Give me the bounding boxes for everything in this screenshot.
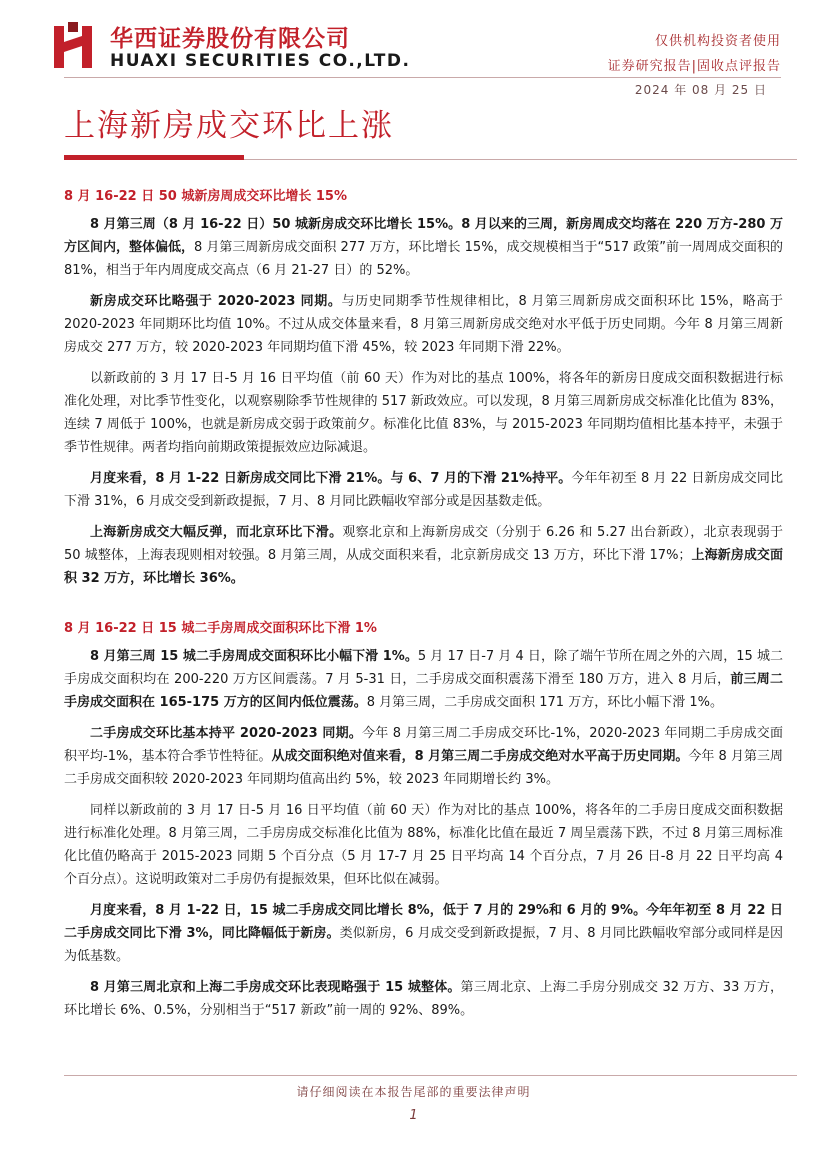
text-run: 类似新房，6 月成交受到新政提振，7 月、8 月同比跌幅收窄部分或同样是因为低基数。	[64, 926, 783, 964]
body-paragraph	[64, 521, 783, 590]
report-title: 上海新房成交环比上涨	[64, 108, 394, 144]
text-run: 同样以新政前的 3 月 17 日-5 月 16 日平均值（前 60 天）作为对比的基点 100%，将各年的二手房日度成交面积数据进行标准化处理。8 月第三周，二手房房成交标准化比值为 88%，标准化比值在最近 7 周呈震荡下跌，不过 8 月第三周标准化比值仍略高于 2015-2023 同期 5 个百分点（5 月 17-7 月 25 日平均高 14 个百分点，7 月 26 日-8 月 22 日平均高 4 个百分点）。这说明政策对二手房仍有提振效果，但环比似在减弱。	[64, 803, 783, 887]
body-paragraph	[64, 976, 783, 1022]
footer-divider	[64, 1075, 797, 1076]
title-divider	[244, 159, 797, 160]
company-name-en: HUAXI SECURITIES CO.,LTD.	[110, 51, 411, 71]
text-run: 与历史同期季节性规律相比，8 月第三周新房成交面积环比 15%，略高于 2020-2023 年同期环比均值 10%。不过从成交体量来看，8 月第三周新房成交绝对水平低于历史同期。今年 8 月第三周新房成交 277 万方，较 2020-2023 年同期均值下滑 45%，较 2023 年同期下滑 22%。	[64, 294, 784, 355]
section-gap	[64, 598, 783, 610]
body-paragraph	[64, 722, 783, 791]
text-run: 5 月 17 日-7 月 4 日，除了端午节所在周之外的六周，15 城二手房成交面积均在 200-220 万方区间震荡。7 月 5-31 日，二手房成交面积震荡下滑至 180 万方，进入 8 月后，	[64, 649, 783, 687]
bold-text-run: 二手房成交环比基本持平 2020-2023 同期。	[90, 726, 362, 741]
body-paragraph	[64, 467, 783, 513]
body-paragraph	[64, 899, 783, 968]
body-paragraph	[64, 213, 783, 282]
bold-text-run: 上海新房成交面积 32 万方，环比增长 36%。	[64, 548, 783, 586]
text-run: 今年 8 月第三周二手房成交面积较 2020-2023 年同期均值高出约 5%，较 2023 年同期增长约 3%。	[64, 749, 783, 787]
bold-text-run: 新房成交环比略强于 2020-2023 同期。	[90, 294, 342, 309]
bold-text-run: 月度来看，8 月 1-22 日新房成交同比下滑 21%。与 6、7 月的下滑 21%持平。	[90, 471, 572, 486]
huaxi-logo-icon	[52, 22, 96, 70]
bold-text-run: 上海新房成交大幅反弹，而北京环比下滑。	[90, 525, 343, 540]
bold-text-run: 月度来看，8 月 1-22 日，15 城二手房成交同比增长 8%，低于 7 月的 29%和 6 月的 9%。今年年初至 8 月 22 日二手房成交同比下滑 3%，同比降幅低于新房。	[64, 903, 783, 941]
text-run: 今年 8 月第三周二手房成交环比-1%，2020-2023 年同期二手房成交面积平均-1%，基本符合季节性特征。	[64, 726, 784, 764]
text-run: 8 月第三周新房成交面积 277 万方，环比增长 15%，成交规模相当于“517 政策”前一周周成交面积的 81%，相当于年内周度成交高点（6 月 21-27 日）的 52%。	[64, 240, 783, 278]
bold-text-run: 前三周二手房成交面积在 165-175 万方的区间内低位震荡。	[64, 672, 783, 710]
body-paragraph	[64, 290, 783, 359]
text-run: 第三周北京、上海二手房分别成交 32 万方、33 万方，环比增长 6%、0.5%，分别相当于“517 新政”前一周的 92%、89%。	[64, 980, 783, 1018]
bold-text-run: 8 月第三周北京和上海二手房成交环比表现略强于 15 城整体。	[90, 980, 461, 995]
report-body	[64, 178, 783, 1030]
text-run: 以新政前的 3 月 17 日-5 月 16 日平均值（前 60 天）作为对比的基点 100%，将各年的新房日度成交面积数据进行标准化处理，对比季节性变化，以观察剔除季节性规律的 517 新政效应。可以发现，8 月第三周新房成交标准化比值为 83%，连续 7 周低于 100%，也就是新房成交弱于政策前夕。标准化比值 83%，与 2015-2023 年同期均值相比基本持平，未强于季节性规律。两者均指向前期政策提振效应边际减退。	[64, 371, 783, 455]
text-run: 今年年初至 8 月 22 日新房成交同比下滑 31%，6 月成交受到新政提振，7 月、8 月同比跌幅收窄部分或是因基数走低。	[64, 471, 783, 509]
title-accent-bar	[64, 155, 244, 160]
page-number: 1	[409, 1108, 418, 1123]
body-paragraph	[64, 799, 783, 891]
legal-disclaimer: 请仔细阅读在本报告尾部的重要法律声明	[296, 1085, 531, 1099]
text-run: 8 月第三周，二手房成交面积 171 万方，环比小幅下滑 1%。	[366, 695, 723, 710]
audience-note: 仅供机构投资者使用	[654, 34, 781, 49]
company-name-cn: 华西证券股份有限公司	[110, 26, 350, 52]
bold-text-run: 从成交面积绝对值来看，8 月第三周二手房成交绝对水平高于历史同期。	[271, 749, 689, 764]
body-paragraph	[64, 645, 783, 714]
report-type: 证券研究报告|固收点评报告	[607, 59, 781, 74]
bold-text-run: 8 月第三周（8 月 16-22 日）50 城新房成交环比增长 15%。8 月以来的三周，新房周成交均落在 220 万方-280 万方区间内，整体偏低，	[64, 217, 783, 255]
header-divider	[64, 77, 781, 78]
report-date: 2024 年 08 月 25 日	[634, 83, 767, 97]
section-heading: 8 月 16-22 日 50 城新房周成交环比增长 15%	[64, 189, 347, 204]
bold-text-run: 8 月第三周 15 城二手房周成交面积环比小幅下滑 1%。	[90, 649, 418, 664]
text-run: 观察北京和上海新房成交（分别于 6.26 和 5.27 出台新政），北京表现弱于 50 城整体，上海表现则相对较强。8 月第三周，从成交面积来看，北京新房成交 13 万方，环比下滑 17%；	[64, 525, 783, 563]
body-paragraph	[64, 367, 783, 459]
section-heading: 8 月 16-22 日 15 城二手房周成交面积环比下滑 1%	[64, 621, 377, 636]
